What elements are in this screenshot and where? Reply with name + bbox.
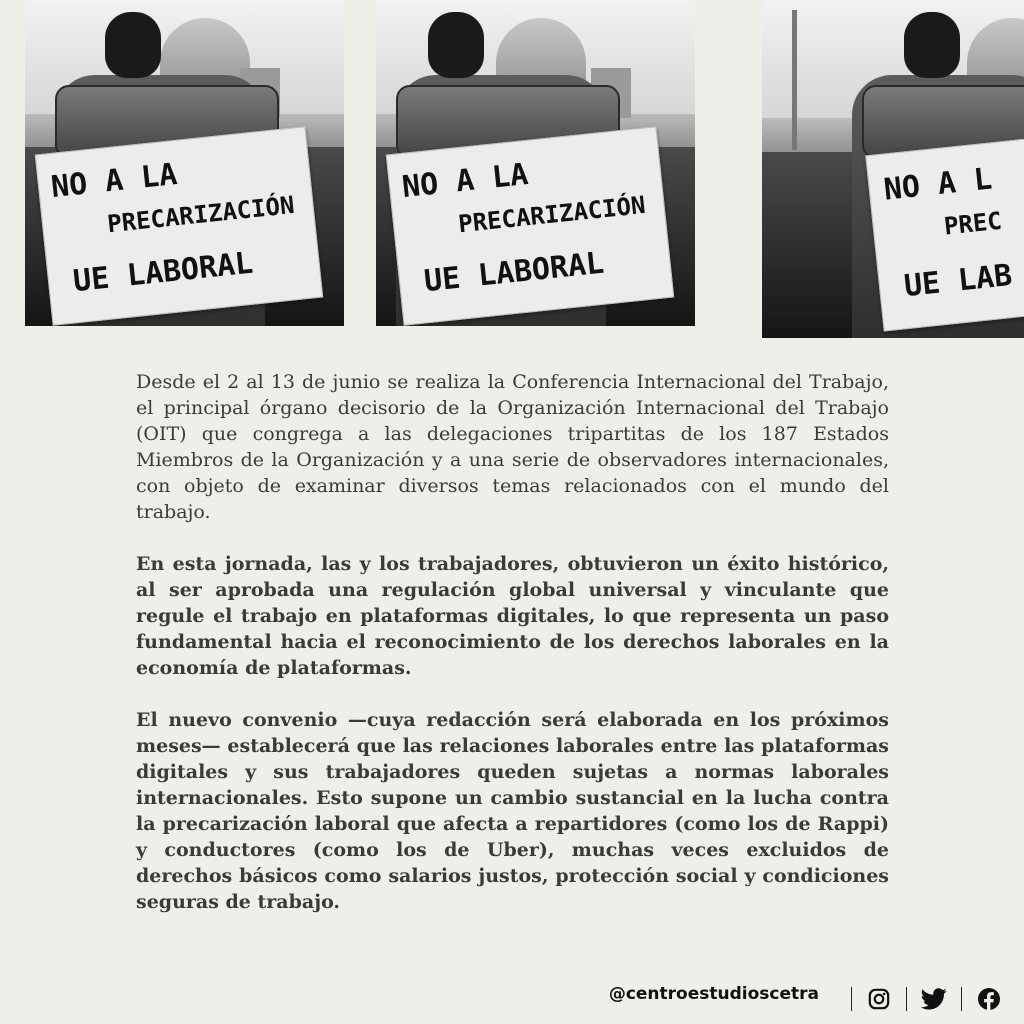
paragraph-intro: Desde el 2 al 13 de junio se realiza la Conferencia Internacional del Trabajo, el principal órgano decisorio de la Organización Internacional del Trabajo (OIT) que congrega a las delegaciones tripartitas de los 187 Estados Miembros de la Organización y a una serie de observadores internacionales, con objeto de examinar diversos temas relacionados con el mundo del trabajo. bbox=[136, 371, 889, 523]
sign-line-3: UE LABORAL bbox=[422, 245, 606, 300]
lamp-pole bbox=[792, 10, 797, 150]
protest-sign bbox=[35, 126, 323, 325]
paragraph-achievement: En esta jornada, las y los trabajadores, obtuvieron un éxito histórico, al ser aprobada una regulación global universal y vinculante que regule el trabajo en plataformas digitales, lo que representa un paso fundamental hacia el reconocimiento de los derechos laborales en la economía de plataformas. bbox=[136, 553, 889, 679]
rider-head bbox=[428, 12, 484, 78]
instagram-icon[interactable] bbox=[866, 986, 892, 1012]
protest-sign bbox=[386, 126, 674, 325]
sign-line-3: UE LAB bbox=[902, 257, 1014, 305]
protest-photo-1 bbox=[25, 0, 344, 326]
article-body bbox=[136, 369, 889, 941]
protest-photo-3 bbox=[762, 0, 1024, 338]
twitter-icon[interactable] bbox=[921, 986, 947, 1012]
paragraph-convention: El nuevo convenio —cuya redacción será elaborada en los próximos meses— establecerá que las relaciones laborales entre las plataformas digitales y sus trabajadores queden sujetas a normas laborales internacionales. Esto supone un cambio sustancial en la lucha contra la precarización laboral que afecta a repartidores (como los de Rappi) y conductores (como los de Uber), muchas veces excluidos de derechos básicos como salarios justos, protección social y condiciones seguras de trabajo. bbox=[136, 709, 889, 913]
divider bbox=[851, 987, 852, 1011]
sign-line-1: NO A LA bbox=[49, 157, 179, 206]
sign-line-2: PRECARIZACIÓN bbox=[456, 190, 647, 239]
sign-line-2: PREC bbox=[942, 206, 1004, 241]
sign-line-1: NO A LA bbox=[400, 157, 530, 206]
sign-line-2: PRECARIZACIÓN bbox=[105, 190, 296, 239]
sign-line-3: UE LABORAL bbox=[71, 245, 255, 300]
divider bbox=[961, 987, 962, 1011]
social-handle[interactable]: @centroestudioscetra bbox=[608, 984, 819, 1004]
sign-line-1: NO A L bbox=[882, 161, 994, 208]
rider-head bbox=[904, 12, 960, 78]
protest-photo-2 bbox=[376, 0, 695, 326]
social-footer bbox=[609, 984, 1002, 1014]
rider-head bbox=[105, 12, 161, 78]
protest-sign bbox=[865, 135, 1024, 331]
divider bbox=[906, 987, 907, 1011]
facebook-icon[interactable] bbox=[976, 986, 1002, 1012]
